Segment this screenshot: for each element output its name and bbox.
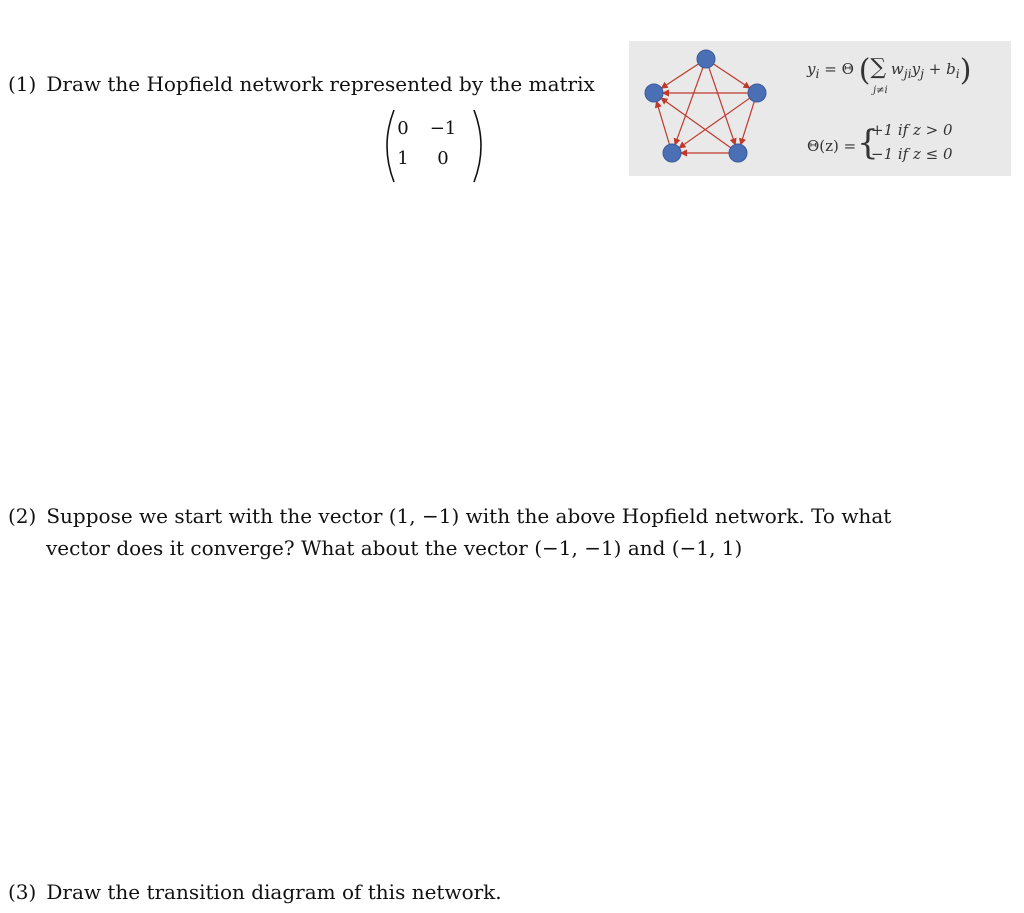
matrix-cell-0-0: 0 xyxy=(397,118,409,139)
network-edge xyxy=(662,64,699,88)
question-3-number: (3) xyxy=(8,880,37,904)
eq-weight: w xyxy=(890,60,904,78)
network-node xyxy=(645,84,663,102)
update-rule-equation: $y_i = \Theta$ (∑ $w_{ji}y_j + b_i$) xyxy=(807,53,972,88)
eq-y: y xyxy=(911,60,921,78)
network-edge xyxy=(675,67,703,144)
activation-case-2: −1 if z ≤ 0 xyxy=(871,145,953,163)
hopfield-reference-figure xyxy=(629,41,1011,176)
question-1 xyxy=(8,68,595,100)
question-3-text: Draw the transition diagram of this network. xyxy=(46,880,502,904)
matrix-cell-1-1: 0 xyxy=(437,148,449,169)
question-2-line-1: Suppose we start with the vector (1, −1) with the above Hopfield network. To what xyxy=(46,504,892,528)
matrix-cell-0-1: −1 xyxy=(429,118,457,139)
network-node xyxy=(697,50,715,68)
question-3 xyxy=(8,876,502,908)
network-edge xyxy=(713,64,749,88)
eq-lhs: y xyxy=(807,60,816,78)
network-edge xyxy=(679,98,749,148)
cases-brace: { xyxy=(857,123,879,163)
network-edge xyxy=(741,102,755,145)
sum-subscript: j≠i xyxy=(873,85,888,96)
eq-bias: + b xyxy=(928,60,956,78)
eq-lhs-sub: i xyxy=(815,66,820,81)
eq-bias-sub: i xyxy=(955,66,960,81)
eq-y-sub: j xyxy=(920,66,924,81)
eq-weight-sub: ji xyxy=(903,66,912,81)
network-node xyxy=(729,144,747,162)
question-2-number: (2) xyxy=(8,504,37,528)
matrix-cell-1-0: 1 xyxy=(397,148,409,169)
question-1-text: Draw the Hopfield network represented by the matrix xyxy=(46,72,595,96)
activation-lhs: Θ(z) = xyxy=(807,137,857,155)
question-2 xyxy=(8,500,908,564)
network-node xyxy=(748,84,766,102)
question-2-line-2: vector does it converge? What about the vector (−1, −1) and (−1, 1) xyxy=(46,536,743,560)
network-edge xyxy=(709,68,735,145)
eq-theta: = Θ xyxy=(824,60,854,78)
network-node xyxy=(663,144,681,162)
network-edge xyxy=(661,98,730,148)
network-nodes xyxy=(645,50,766,162)
network-edge xyxy=(657,102,670,145)
question-1-number: (1) xyxy=(8,72,37,96)
weight-matrix xyxy=(380,108,488,184)
activation-case-1: +1 if z > 0 xyxy=(871,121,953,139)
network-edges xyxy=(657,64,755,153)
